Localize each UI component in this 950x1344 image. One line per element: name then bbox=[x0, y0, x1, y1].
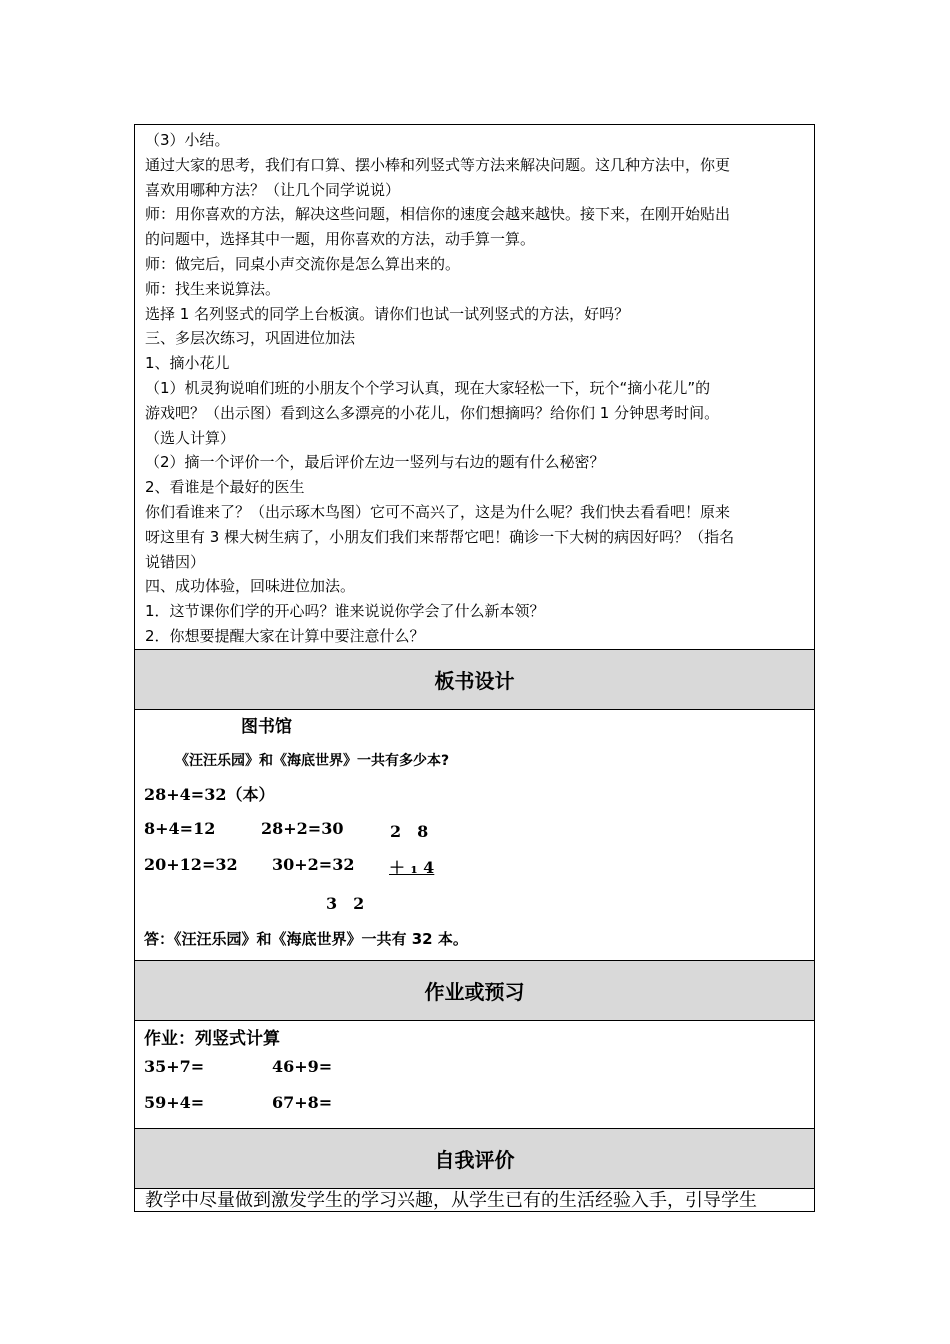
process-line: （1）机灵狗说咱们班的小朋友个个学习认真，现在大家轻松一下，玩个“摘小花儿”的 bbox=[145, 378, 711, 397]
homework-heading: 作业或预习 bbox=[424, 980, 525, 1004]
self-evaluation-text: 教学中尽量做到激发学生的学习兴趣，从学生已有的生活经验入手，引导学生 bbox=[145, 1190, 757, 1211]
board-question: 《汪汪乐园》和《海底世界》一共有多少本? bbox=[175, 753, 450, 769]
self-evaluation-heading: 自我评价 bbox=[434, 1148, 515, 1172]
process-line: （选人计算） bbox=[145, 428, 236, 447]
process-line: 2、看谁是个最好的医生 bbox=[145, 478, 305, 497]
self-evaluation-cell bbox=[135, 1189, 814, 1211]
oral-calc-4: 30+2=32 bbox=[272, 855, 355, 874]
board-equation: 28+4=32（本） bbox=[144, 785, 275, 804]
oral-calc-3: 20+12=32 bbox=[144, 855, 238, 874]
process-line: （2）摘一个评价一个，最后评价左边一竖列与右边的题有什么秘密？ bbox=[145, 453, 605, 472]
board-answer: 答：《汪汪乐园》和《海底世界》一共有 32 本。 bbox=[144, 930, 468, 948]
process-line: 说错因） bbox=[145, 552, 206, 571]
homework-item: 59+4= bbox=[144, 1093, 205, 1112]
oral-calc-1: 8+4=12 bbox=[144, 819, 216, 838]
homework-item: 67+8= bbox=[272, 1093, 333, 1112]
process-line: 选择 1 名列竖式的同学上台板演。请你们也试一试列竖式的方法，好吗？ bbox=[145, 304, 630, 323]
process-line: 师：找生来说算法。 bbox=[145, 279, 281, 298]
homework-item: 35+7= bbox=[144, 1057, 205, 1076]
process-line: 2．你想要提醒大家在计算中要注意什么？ bbox=[145, 626, 425, 645]
process-line: 游戏吧？（出示图）看到这么多漂亮的小花儿，你们想摘吗？给你们 1 分钟思考时间。 bbox=[145, 403, 720, 422]
process-line: 师：用你喜欢的方法，解决这些问题，相信你的速度会越来越快。接下来，在刚开始贴出 bbox=[145, 205, 731, 224]
process-line: 的问题中，选择其中一题，用你喜欢的方法，动手算一算。 bbox=[145, 230, 536, 249]
process-line: 喜欢用哪种方法？（让几个同学说说） bbox=[145, 180, 401, 199]
homework-header bbox=[135, 960, 814, 1021]
process-line: 呀这里有 3 棵大树生病了，小朋友们我们来帮帮它吧！确诊一下大树的病因好吗？（指名 bbox=[145, 527, 735, 546]
board-design-header bbox=[135, 649, 814, 710]
board-title: 图书馆 bbox=[241, 717, 292, 737]
teaching-process-cell bbox=[135, 125, 814, 649]
lesson-plan-table bbox=[134, 124, 815, 1212]
process-line: 四、成功体验，回味进位加法。 bbox=[145, 577, 356, 596]
vertical-result: 3 2 bbox=[326, 894, 365, 913]
board-design-heading: 板书设计 bbox=[434, 669, 515, 693]
oral-calc-2: 28+2=30 bbox=[261, 819, 344, 838]
process-line: 通过大家的思考，我们有口算、摆小棒和列竖式等方法来解决问题。这几种方法中，你更 bbox=[145, 155, 731, 174]
homework-title: 作业：列竖式计算 bbox=[144, 1029, 280, 1049]
process-line: 1、摘小花儿 bbox=[145, 354, 230, 373]
vertical-top: 2 8 bbox=[390, 822, 429, 841]
process-line: 1．这节课你们学的开心吗？谁来说说你学会了什么新本领？ bbox=[145, 602, 545, 621]
homework-cell bbox=[135, 1021, 814, 1128]
board-design-cell bbox=[135, 710, 814, 960]
process-line: （3）小结。 bbox=[145, 131, 230, 149]
vertical-addend: ＋ ₁ 4 bbox=[389, 858, 435, 877]
homework-item: 46+9= bbox=[272, 1057, 333, 1076]
self-evaluation-header bbox=[135, 1128, 814, 1189]
process-line: 三、多层次练习，巩固进位加法 bbox=[145, 329, 356, 348]
process-line: 你们看谁来了？（出示琢木鸟图）它可不高兴了，这是为什么呢？我们快去看看吧！原来 bbox=[145, 502, 731, 521]
process-line: 师：做完后，同桌小声交流你是怎么算出来的。 bbox=[145, 254, 461, 273]
